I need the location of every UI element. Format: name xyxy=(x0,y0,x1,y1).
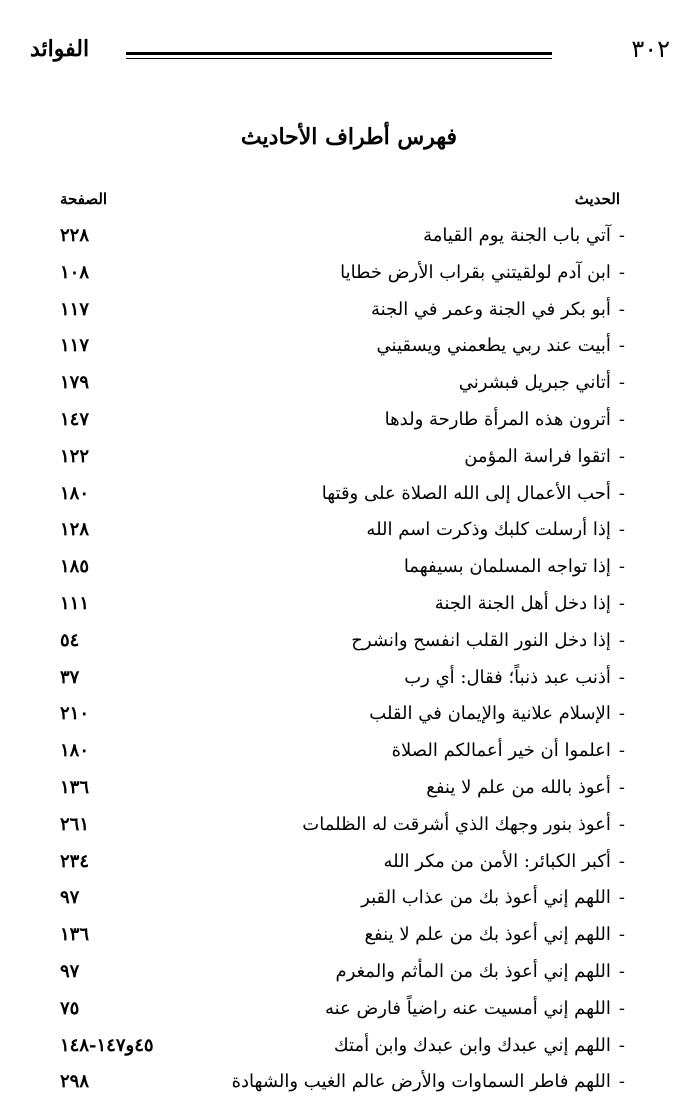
index-entry: -اللهم فاطر السماوات والأرض عالم الغيب والشهادة ٢٩٨ xyxy=(60,1064,625,1101)
index-entry: -إذا تواجه المسلمان بسيفهما ١٨٥ xyxy=(60,549,625,586)
entry-pages: ٢٢٨ xyxy=(60,225,90,246)
entry-text: إذا أرسلت كلبك وذكرت اسم الله xyxy=(366,519,611,541)
entry-pages: ٩٧ xyxy=(60,887,80,909)
entry-pages: ٧٥ xyxy=(60,997,80,1019)
book-name: الفوائد xyxy=(30,36,90,62)
entry-pages: ٣٧ xyxy=(60,666,80,688)
index-entry: -إذا أرسلت كلبك وذكرت اسم الله ١٢٨ xyxy=(60,512,625,549)
entry-text: اللهم فاطر السماوات والأرض عالم الغيب والشهادة xyxy=(231,1071,611,1093)
index-entry: -أترون هذه المرأة طارحة ولدها ١٤٧ xyxy=(60,402,625,439)
index-entry: -أبيت عند ربي يطعمني ويسقيني ١١٧ xyxy=(60,328,625,365)
entry-text: إذا دخل النور القلب انفسح وانشرح xyxy=(351,629,611,651)
hadith-index-list xyxy=(60,218,625,1101)
index-entry: -اللهم إني عبدك وابن عبدك وابن أمتك ٤٥و١٤٧-١٤٨ xyxy=(60,1028,625,1065)
index-entry: -إذا دخل أهل الجنة الجنة ١١١ xyxy=(60,586,625,623)
index-entry: -أكبر الكبائر: الأمن من مكر الله ٢٣٤ xyxy=(60,844,625,881)
entry-pages: ١٨٥ xyxy=(60,556,90,578)
entry-text: الإسلام علانية والإيمان في القلب xyxy=(369,703,611,725)
entry-text: أحب الأعمال إلى الله الصلاة على وقتها xyxy=(321,482,611,504)
entry-text: أكبر الكبائر: الأمن من مكر الله xyxy=(383,850,611,872)
entry-text: آتي باب الجنة يوم القيامة xyxy=(423,225,611,246)
entry-pages: ٢٣٤ xyxy=(60,850,90,872)
entry-pages: ٤٥و١٤٧-١٤٨ xyxy=(60,1034,154,1056)
header-rule xyxy=(126,52,552,55)
entry-text: اللهم إني أعوذ بك من عذاب القبر xyxy=(361,887,611,909)
entry-text: ابن آدم لولقيتني بقراب الأرض خطايا xyxy=(340,261,611,283)
entry-pages: ٢٩٨ xyxy=(60,1071,90,1093)
entry-text: اللهم إني عبدك وابن عبدك وابن أمتك xyxy=(333,1034,611,1056)
entry-pages: ١١١ xyxy=(60,592,90,614)
page-column-header: الصفحة xyxy=(60,190,108,208)
entry-text: أعوذ بنور وجهك الذي أشرقت له الظلمات xyxy=(302,813,611,835)
entry-pages: ٢١٠ xyxy=(60,703,90,725)
entry-text: أبيت عند ربي يطعمني ويسقيني xyxy=(376,335,611,357)
entry-text: أذنب عبد ذنباً؛ فقال: أي رب xyxy=(404,666,611,688)
entry-text: أتاني جبريل فبشرني xyxy=(458,372,611,394)
entry-pages: ١٧٩ xyxy=(60,372,90,394)
entry-pages: ١٢٢ xyxy=(60,445,90,467)
entry-text: اتقوا فراسة المؤمن xyxy=(464,445,611,467)
entry-text: أعوذ بالله من علم لا ينفع xyxy=(426,776,611,798)
index-entry: -آتي باب الجنة يوم القيامة ٢٢٨ xyxy=(60,218,625,255)
index-entry: -اللهم إني أمسيت عنه راضياً فارض عنه ٧٥ xyxy=(60,991,625,1028)
entry-pages: ١٣٦ xyxy=(60,924,90,946)
index-entry: -إذا دخل النور القلب انفسح وانشرح ٥٤ xyxy=(60,623,625,660)
entry-pages: ١٣٦ xyxy=(60,776,90,798)
entry-pages: ١٢٨ xyxy=(60,519,90,541)
index-entry: -أعوذ بنور وجهك الذي أشرقت له الظلمات ٢٦١ xyxy=(60,807,625,844)
entry-pages: ٩٧ xyxy=(60,960,80,982)
index-title: فهرس أطراف الأحاديث xyxy=(240,124,458,150)
index-entry: -أتاني جبريل فبشرني ١٧٩ xyxy=(60,365,625,402)
running-header xyxy=(30,34,670,70)
entry-pages: ٢٦١ xyxy=(60,813,90,835)
entry-text: اعلموا أن خير أعمالكم الصلاة xyxy=(391,740,611,762)
index-entry: -أعوذ بالله من علم لا ينفع ١٣٦ xyxy=(60,770,625,807)
entry-pages: ١٠٨ xyxy=(60,261,90,283)
index-entry: -أذنب عبد ذنباً؛ فقال: أي رب ٣٧ xyxy=(60,660,625,697)
index-entry: -أبو بكر في الجنة وعمر في الجنة ١١٧ xyxy=(60,292,625,329)
page-number: ٣٠٢ xyxy=(631,35,670,63)
index-entry: -الإسلام علانية والإيمان في القلب ٢١٠ xyxy=(60,696,625,733)
entry-text: اللهم إني أعوذ بك من المأثم والمغرم xyxy=(335,960,611,982)
index-entry: -اعلموا أن خير أعمالكم الصلاة ١٨٠ xyxy=(60,733,625,770)
entry-pages: ١٨٠ xyxy=(60,482,90,504)
entry-pages: ١١٧ xyxy=(60,298,90,320)
column-headers xyxy=(60,190,620,216)
index-entry: -أحب الأعمال إلى الله الصلاة على وقتها ١٨٠ xyxy=(60,476,625,513)
entry-text: أبو بكر في الجنة وعمر في الجنة xyxy=(371,298,611,320)
entry-text: اللهم إني أمسيت عنه راضياً فارض عنه xyxy=(324,997,611,1019)
entry-text: إذا دخل أهل الجنة الجنة xyxy=(434,592,611,614)
index-entry: -اتقوا فراسة المؤمن ١٢٢ xyxy=(60,439,625,476)
hadith-column-header: الحديث xyxy=(574,190,620,208)
entry-pages: ١٨٠ xyxy=(60,740,90,762)
entry-text: أترون هذه المرأة طارحة ولدها xyxy=(384,408,611,430)
entry-text: اللهم إني أعوذ بك من علم لا ينفع xyxy=(364,924,611,946)
index-entry: -اللهم إني أعوذ بك من علم لا ينفع ١٣٦ xyxy=(60,917,625,954)
entry-pages: ٥٤ xyxy=(60,629,80,651)
index-entry: -اللهم إني أعوذ بك من المأثم والمغرم ٩٧ xyxy=(60,954,625,991)
entry-pages: ١١٧ xyxy=(60,335,90,357)
entry-text: إذا تواجه المسلمان بسيفهما xyxy=(403,556,611,578)
index-entry: -ابن آدم لولقيتني بقراب الأرض خطايا ١٠٨ xyxy=(60,255,625,292)
index-entry: -اللهم إني أعوذ بك من عذاب القبر ٩٧ xyxy=(60,880,625,917)
entry-pages: ١٤٧ xyxy=(60,408,90,430)
